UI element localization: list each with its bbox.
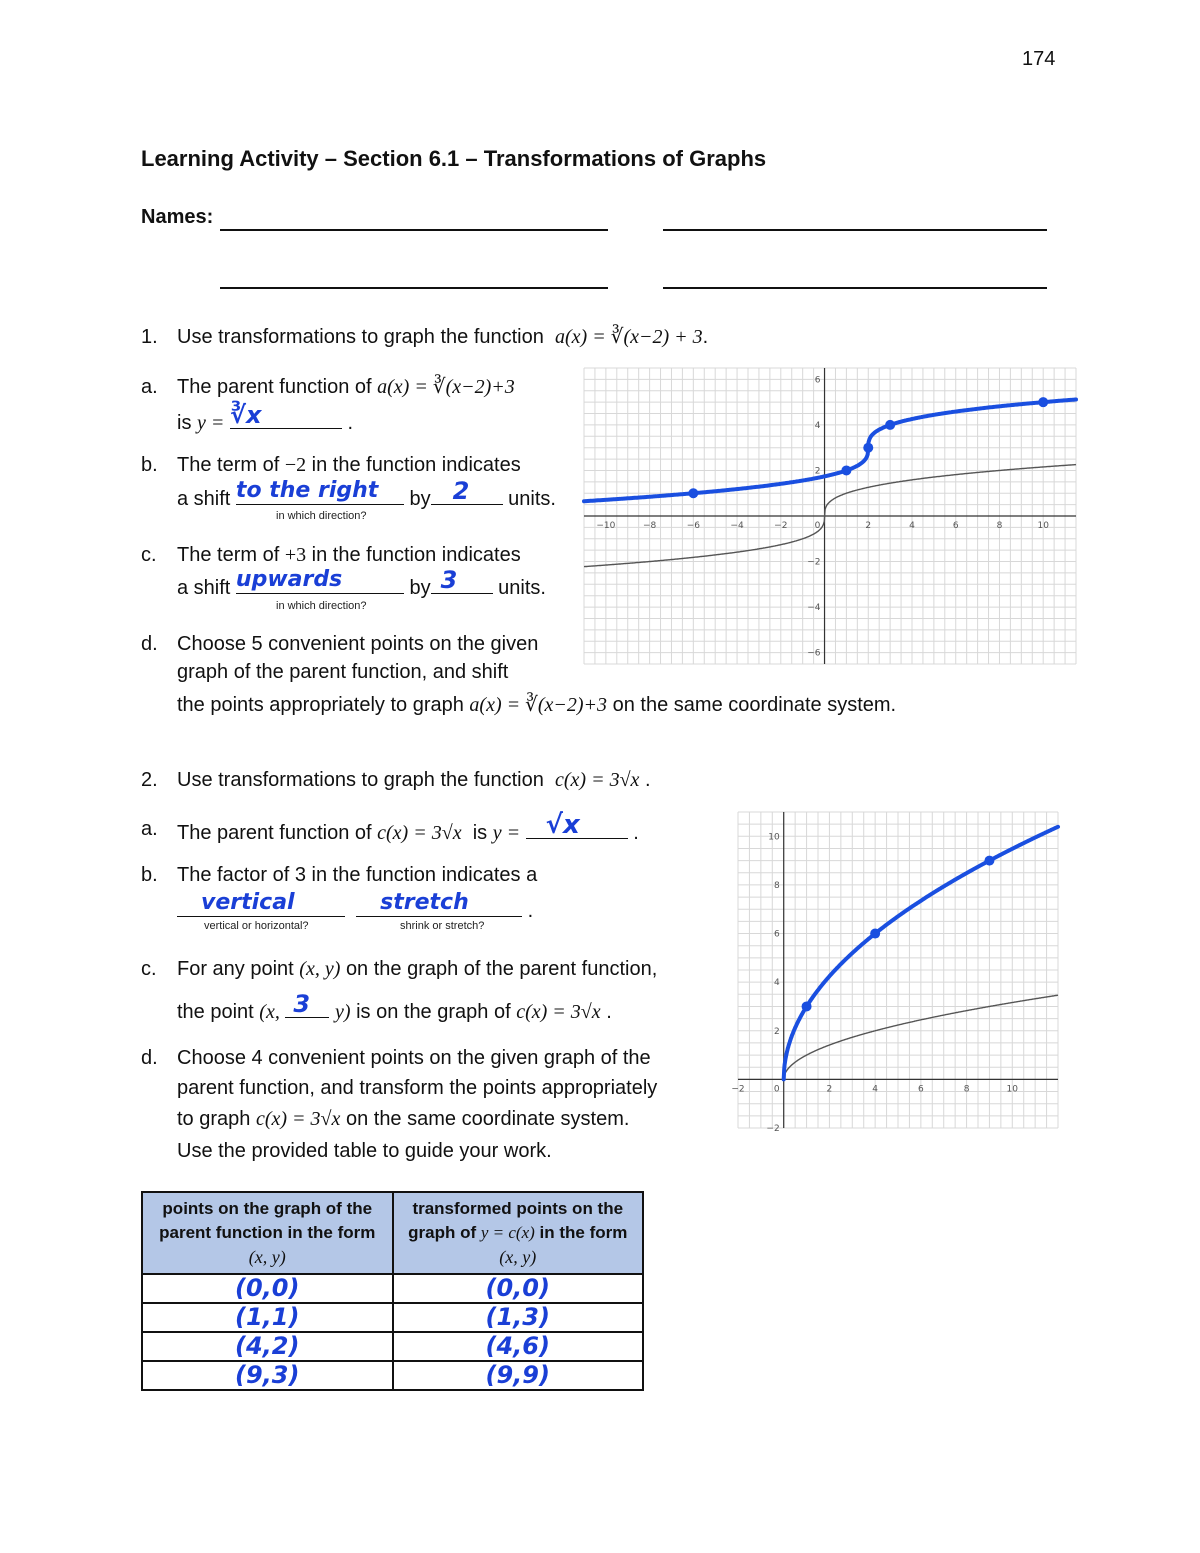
x-tick-label: 10	[1037, 521, 1049, 531]
x-tick-label: 0	[814, 521, 821, 531]
graph-1	[584, 368, 1076, 664]
q2b-answer2: stretch	[380, 890, 469, 915]
table-cell-parent[interactable]: (4,2)	[142, 1332, 393, 1361]
table-row	[142, 1274, 643, 1303]
q1d-letter: d.	[141, 633, 158, 655]
x-tick-label: −8	[642, 521, 657, 531]
q2a-letter: a.	[141, 818, 158, 840]
marked-point	[688, 488, 698, 498]
y-tick-label: 8	[773, 880, 780, 891]
q1c-line2: a shift upwards by 3 units.	[177, 566, 546, 599]
x-tick-label: 4	[909, 521, 915, 531]
x-tick-label: 4	[872, 1084, 879, 1095]
y-tick-label: 6	[814, 375, 821, 386]
x-tick-label: −4	[730, 521, 744, 531]
q1a-line2: is y = ∛x .	[177, 401, 354, 434]
q2b-letter: b.	[141, 864, 158, 886]
q1b-line1: The term of −2 in the function indicates	[177, 454, 521, 476]
q1a-answer: ∛x	[229, 401, 262, 429]
q2c-answer: 3	[293, 990, 311, 1018]
q1a-letter: a.	[141, 376, 158, 398]
name-line-3[interactable]	[220, 287, 608, 289]
q1d-line3: the points appropriately to graph a(x) = ∛(x−2)+3 on the same coordinate system.	[177, 694, 897, 716]
y-tick-label: 10	[768, 832, 780, 843]
q1c-line1: The term of +3 in the function indicates	[177, 544, 521, 566]
x-tick-label: 10	[1006, 1084, 1019, 1095]
q2b-line1: The factor of 3 in the function indicates a	[177, 864, 538, 886]
q1c-hint: in which direction?	[276, 600, 367, 612]
q1b-line2: a shift to the right by 2 units.	[177, 477, 556, 510]
q1b-direction-blank[interactable]	[235, 478, 404, 505]
transformed-function-curve	[584, 400, 1076, 502]
x-tick-label: −2	[731, 1084, 745, 1095]
q2c-line2: the point (x, 3 y) is on the graph of c(x) = 3√x .	[177, 990, 612, 1023]
x-tick-label: −2	[774, 521, 788, 531]
y-tick-label: −4	[807, 603, 821, 614]
y-tick-label: 2	[814, 466, 821, 477]
table-row	[142, 1303, 643, 1332]
marked-point	[984, 856, 994, 866]
x-tick-label: 2	[826, 1084, 833, 1095]
q2d-line3: to graph c(x) = 3√x on the same coordinate system.	[177, 1108, 630, 1130]
q2d-line2: parent function, and transform the points appropriately	[177, 1077, 658, 1099]
name-line-4[interactable]	[663, 287, 1047, 289]
q1b-direction-answer: to the right	[235, 478, 379, 503]
x-tick-label: −6	[686, 521, 700, 531]
q1d-line2: graph of the parent function, and shift	[177, 661, 509, 683]
q2d-line1: Choose 4 convenient points on the given graph of the	[177, 1047, 651, 1069]
q1c-units-answer: 3	[440, 566, 458, 594]
q1-function: a(x) = ∛(x−2) + 3	[555, 326, 703, 348]
y-tick-label: −2	[766, 1124, 780, 1134]
page-number: 174	[1022, 48, 1056, 70]
q1b-letter: b.	[141, 454, 158, 476]
q2b-answer2-blank[interactable]	[356, 890, 522, 917]
q1c-direction-answer: upwards	[235, 567, 343, 592]
q2-function: c(x) = 3√x	[555, 769, 640, 791]
q1a-line1: The parent function of a(x) = ∛(x−2)+3	[177, 376, 515, 398]
marked-point	[802, 1001, 812, 1011]
marked-point	[841, 465, 851, 475]
x-tick-label: 0	[773, 1084, 780, 1095]
q2b-answer1-blank[interactable]	[177, 890, 345, 917]
table-row	[142, 1361, 643, 1390]
y-tick-label: 4	[814, 420, 821, 431]
q2d-line4: Use the provided table to guide your work.	[177, 1140, 552, 1162]
q1b-units-blank[interactable]	[431, 477, 503, 505]
table-cell-parent[interactable]: (0,0)	[142, 1274, 393, 1303]
q2b-hint2: shrink or stretch?	[400, 920, 485, 932]
q2-prompt: Use transformations to graph the function c(x) = 3√x .	[177, 769, 651, 791]
q2a-line: The parent function of c(x) = 3√x is y = √x .	[177, 810, 639, 844]
q1c-units-blank[interactable]	[431, 566, 493, 594]
marked-point	[863, 443, 873, 453]
name-line-2[interactable]	[663, 229, 1047, 231]
table-cell-parent[interactable]: (1,1)	[142, 1303, 393, 1332]
q1b-hint: in which direction?	[276, 510, 367, 522]
q1-prompt: Use transformations to graph the function a(x) = ∛(x−2) + 3.	[177, 326, 709, 348]
name-line-1[interactable]	[220, 229, 608, 231]
q2-number: 2.	[141, 769, 158, 791]
q1c-letter: c.	[141, 544, 157, 566]
page-title: Learning Activity – Section 6.1 – Transformations of Graphs	[141, 146, 767, 171]
y-tick-label: 2	[773, 1026, 780, 1037]
table-header-parent: points on the graph of the parent function in the form (x, y)	[142, 1192, 393, 1274]
table-header-transformed: transformed points on the graph of y = c(x) in the form (x, y)	[393, 1192, 644, 1274]
q2a-answer-blank[interactable]	[526, 810, 628, 840]
y-tick-label: −2	[807, 557, 821, 568]
y-tick-label: −6	[807, 648, 821, 659]
q1b-units-answer: 2	[452, 477, 470, 505]
x-tick-label: 8	[996, 521, 1003, 531]
x-tick-label: 6	[917, 1084, 924, 1095]
names-label: Names:	[141, 206, 214, 228]
table-cell-transformed[interactable]: (0,0)	[393, 1274, 644, 1303]
q2c-answer-blank[interactable]	[285, 990, 329, 1018]
q2a-answer: √x	[545, 810, 580, 840]
marked-point	[870, 929, 880, 939]
q2b-line2: vertical stretch .	[177, 894, 533, 924]
marked-point	[1038, 397, 1048, 407]
table-cell-parent[interactable]: (9,3)	[142, 1361, 393, 1390]
graph-2	[731, 812, 1058, 1134]
points-table	[141, 1191, 644, 1391]
table-cell-transformed[interactable]: (9,9)	[393, 1361, 644, 1390]
table-cell-transformed[interactable]: (4,6)	[393, 1332, 644, 1361]
q1d-line1: Choose 5 convenient points on the given	[177, 633, 539, 655]
x-tick-label: 2	[865, 521, 872, 531]
marked-point	[885, 420, 895, 430]
q1-number: 1.	[141, 326, 158, 348]
x-tick-label: 8	[963, 1084, 970, 1095]
q2b-hint1: vertical or horizontal?	[204, 920, 309, 932]
table-cell-transformed[interactable]: (1,3)	[393, 1303, 644, 1332]
q2d-letter: d.	[141, 1047, 158, 1069]
y-tick-label: 6	[773, 929, 780, 940]
y-tick-label: 4	[773, 978, 780, 989]
q2c-letter: c.	[141, 958, 157, 980]
q2c-line1: For any point (x, y) on the graph of the parent function,	[177, 958, 658, 980]
q1c-direction-blank[interactable]	[235, 567, 404, 594]
x-tick-label: 6	[952, 521, 959, 531]
q2b-answer1: vertical	[201, 890, 295, 915]
table-row	[142, 1332, 643, 1361]
x-tick-label: −10	[596, 521, 616, 531]
